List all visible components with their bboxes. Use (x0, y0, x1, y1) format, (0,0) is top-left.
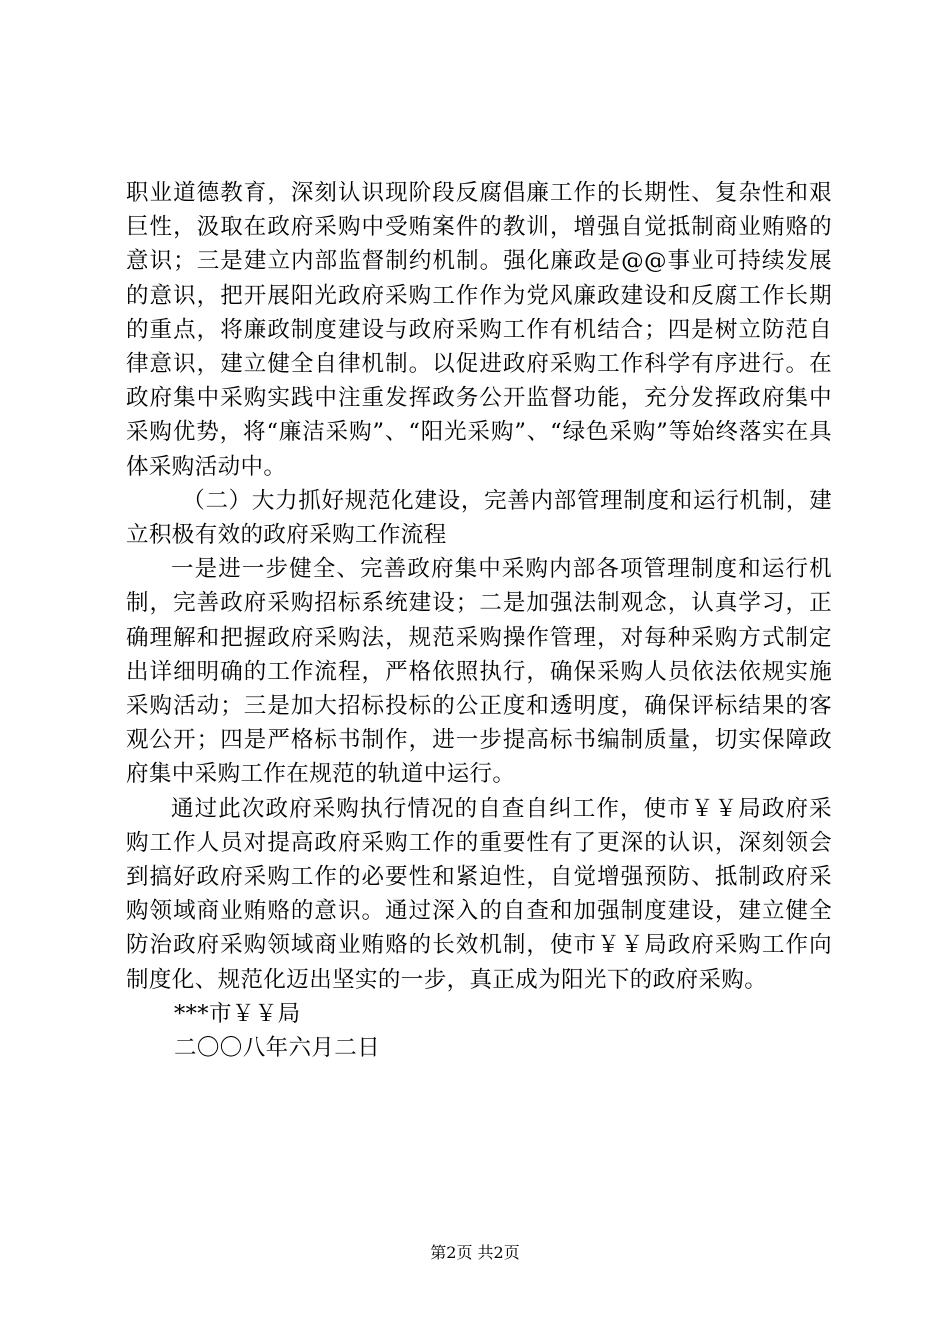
paragraph-measures: 一是进一步健全、完善政府集中采购内部各项管理制度和运行机制，完善政府采购招标系统建设；二是加强法制观念，认真学习，正确理解和把握政府采购法，规范采购操作管理，对每种采购方式制定出详细明确的工作流程，严格依照执行，确保采购人员依法依规实施采购活动；三是加大招标投标的公正度和透明度，确保评标结果的客观公开；四是严格标书制作，进一步提高标书编制质量，切实保障政府集中采购工作在规范的轨道中运行。 (126, 556, 832, 788)
page-footer (0, 1243, 950, 1263)
section-heading: （二）大力抓好规范化建设，完善内部管理制度和运行机制，建立积极有效的政府采购工作流程 (126, 487, 832, 549)
document-body (126, 176, 832, 1065)
signature-organization: ***市￥￥局 (174, 1000, 301, 1027)
page-number: 第2页 共2页 (430, 1243, 520, 1262)
paragraph-continuation: 职业道德教育，深刻认识现阶段反腐倡廉工作的长期性、复杂性和艰巨性，汲取在政府采购中受贿案件的教训，增强自觉抵制商业贿赂的意识；三是建立内部监督制约机制。强化廉政是@@事业可持续发展的意识，把开展阳光政府采购工作作为党风廉政建设和反腐工作长期的重点，将廉政制度建设与政府采购工作有机结合；四是树立防范自律意识，建立健全自律机制。以促进政府采购工作科学有序进行。在政府集中采购实践中注重发挥政务公开监督功能，充分发挥政府集中采购优势，将“廉洁采购”、“阳光采购”、“绿色采购”等始终落实在具体采购活动中。 (126, 180, 832, 480)
paragraph-conclusion: 通过此次政府采购执行情况的自查自纠工作，使市￥￥局政府采购工作人员对提高政府采购工作的重要性有了更深的认识，深刻领会到搞好政府采购工作的必要性和紧迫性，自觉增强预防、抵制政府采购领域商业贿赂的意识。通过深入的自查和加强制度建设，建立健全防治政府采购领域商业贿赂的长效机制，使市￥￥局政府采购工作向制度化、规范化迈出坚实的一步，真正成为阳光下的政府采购。 (126, 795, 832, 993)
signature-date: 二〇〇八年六月二日 (174, 1035, 381, 1062)
